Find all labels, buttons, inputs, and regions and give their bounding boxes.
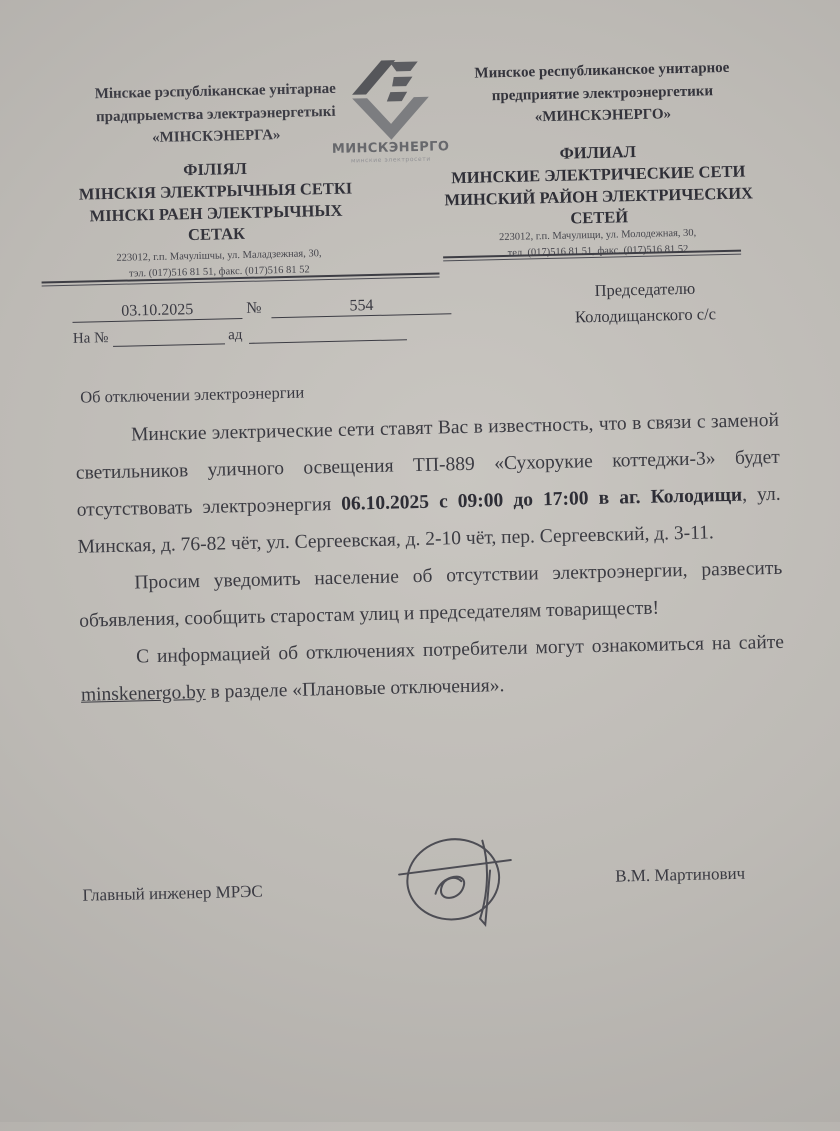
- org-right-line: «МИНСКЭНЕРГО»: [534, 106, 672, 126]
- branch-name-belarusian: [43, 155, 389, 250]
- letter-subject: Об отключении электроэнергии: [79, 382, 305, 407]
- address-left-line: 223012, г.п. Мачулішчы, ул. Маладзежная, 30,: [116, 248, 322, 264]
- signer-title: Главный инженер МРЭС: [82, 881, 263, 905]
- branch-right-line: ФИЛИАЛ: [559, 141, 637, 163]
- body-paragraph-3: [80, 624, 785, 714]
- org-right-line: предприятие электроэнергетики: [491, 82, 714, 104]
- org-name-belarusian: [59, 77, 372, 152]
- branch-right-line: МИНСКИЙ РАЙОН ЭЛЕКТРИЧЕСКИХ: [444, 182, 754, 209]
- org-left-line: прадпрыемства электраэнергетыкі: [95, 103, 336, 125]
- body-paragraph-1: [75, 402, 782, 566]
- org-left-line: «МІНСКЭНЕРГА»: [151, 127, 281, 146]
- ref-line-reply: [73, 323, 407, 348]
- signature-scribble-icon: [394, 828, 530, 935]
- reply-number-blank: [112, 328, 224, 347]
- branch-left-line: МІНСКІ РАЕН ЭЛЕКТРЫЧНЫХ: [89, 200, 343, 225]
- p1-text-streets: , ул. Минская, д. 76-82 чёт, ул. Сергеевская, д. 2-10 чёт, пер. Сергеевский, д. 3-11.: [77, 483, 781, 558]
- branch-left-line: МІНСКІЯ ЭЛЕКТРЫЧНЫЯ СЕТКІ: [78, 178, 353, 204]
- signer-name: В.М. Мартинович: [614, 863, 746, 886]
- minskenergo-logo-icon: [343, 55, 439, 143]
- logo-brand-text: МИНСКЭНЕРГО: [331, 139, 450, 157]
- branch-left-line: ФІЛІЯЛ: [183, 158, 248, 180]
- reply-mid: ад: [227, 326, 243, 344]
- branch-left-line: СЕТАК: [187, 224, 246, 245]
- branch-name-russian: [419, 138, 779, 233]
- address-left-line: тэл. (017)516 81 51, факс. (017)516 81 52: [128, 264, 310, 280]
- number-sign: №: [246, 299, 262, 317]
- recipient-line: Колодищанского с/с: [574, 303, 717, 326]
- recipient-line: Председателю: [594, 278, 696, 300]
- logo-tagline-text: минские электросети: [350, 155, 431, 165]
- p3-text-end: в разделе «Плановые отключения».: [205, 675, 505, 703]
- letter-body: [75, 402, 786, 714]
- org-left-line: Мінскае рэспубліканскае унітарнае: [94, 80, 337, 103]
- org-right-line: Минское республиканское унитарное: [474, 59, 730, 82]
- letter-date: 03.10.2025: [72, 300, 242, 323]
- logo-diamond-icon: [343, 55, 439, 143]
- letter-number: 554: [271, 295, 451, 318]
- handwritten-signature-icon: [394, 828, 530, 935]
- reply-prefix: На №: [72, 330, 109, 347]
- p1-bold-outage-datetime: 06.10.2025 с 09:00 до 17:00 в аг. Колодищи: [341, 484, 743, 515]
- ref-line-date-number: [72, 295, 452, 323]
- address-right-line: тел. (017)516 81 51, факс. (017)516 81 52: [507, 243, 689, 259]
- reply-date-blank: [248, 324, 406, 344]
- p2-text: Просим уведомить население об отсутствии электроэнергии, развесить объявления, сообщить старостам улиц и председателям товариществ!: [79, 557, 783, 632]
- p1-text: Минские электрические сети ставят Вас в известность, что в связи с заменой светильников уличного освещения ТП-889 «Сухорукие коттеджи-3» будет отсутствовать электроэнергия: [75, 409, 780, 521]
- website-link: minskenergo.by: [80, 681, 206, 706]
- branch-right-line: МИНСКИЕ ЭЛЕКТРИЧЕСКИЕ СЕТИ: [451, 161, 746, 187]
- branch-right-line: СЕТЕЙ: [570, 207, 629, 228]
- org-name-russian: [437, 56, 768, 131]
- recipient-block: [514, 274, 777, 331]
- address-right-line: 223012, г.п. Мачулищи, ул. Молодежная, 30,: [498, 227, 697, 244]
- p3-text: С информацией об отключениях потребители могут ознакомиться на сайте: [135, 631, 785, 668]
